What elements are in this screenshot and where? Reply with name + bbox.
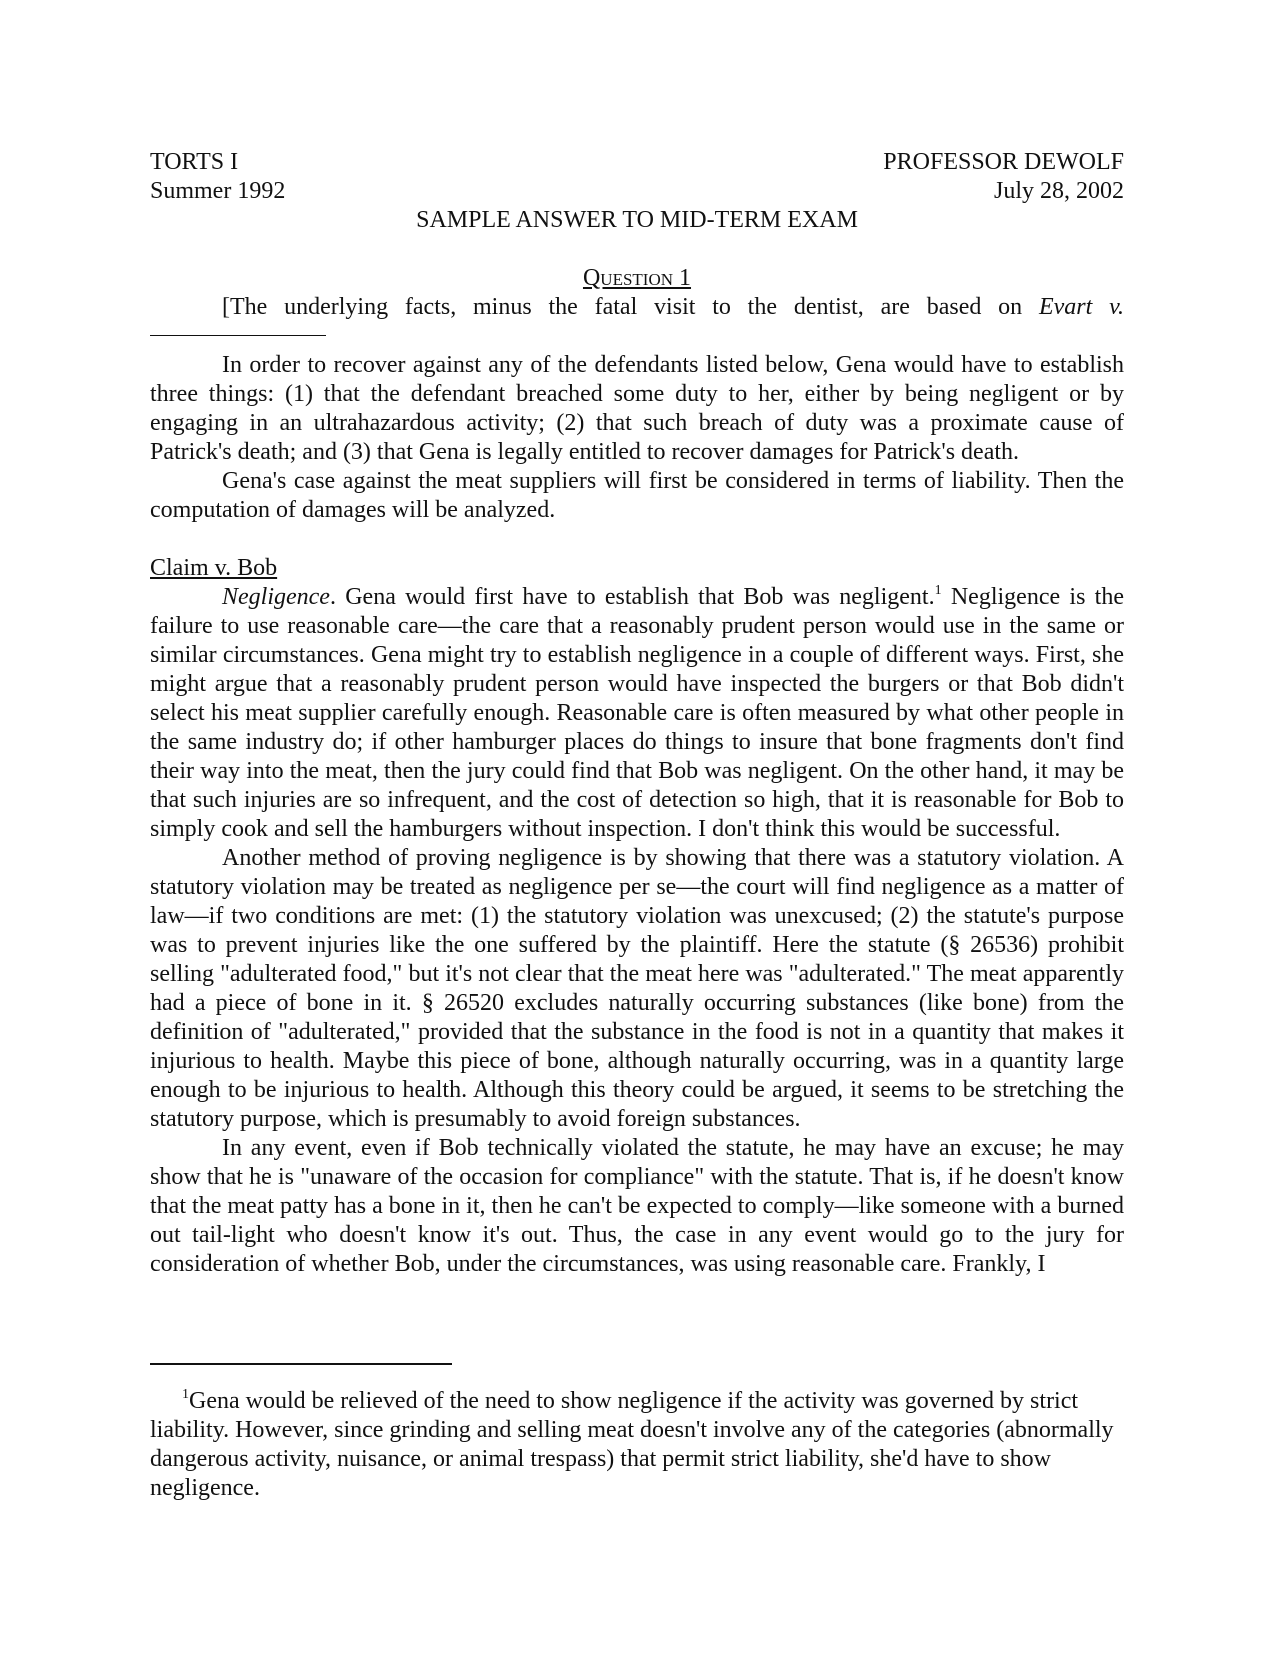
section-heading: Claim v. Bob [150, 555, 278, 581]
paragraph-3-b: Negligence is the failure to use reasonable care—the care that a reasonably prudent person would use in the same or similar circumstances. Gena might try to establish negligence in a couple of different ways. First, she might argue that a reasonably prudent person would have inspected the burgers or that Bob didn't select his meat supplier carefully enough. Reasonable care is often measured by what other people in the same industry do; if other hamburger places do things to insure that bone fragments don't find their way into the meat, then the jury could find that Bob was negligent. On the other hand, it may be that such injuries are so infrequent, and the cost of detection so high, that it is reasonable for Bob to simply cook and sell the hamburgers without inspection. I don't think this would be successful. [150, 584, 1125, 842]
professor-name: PROFESSOR DEWOLF [883, 149, 1124, 175]
term: Summer 1992 [150, 178, 286, 204]
header-row-1 [150, 148, 1124, 177]
footnote-text: Gena would be relieved of the need to show negligence if the activity was governed by strict liability. However, since grinding and selling meat doesn't involve any of the categories (abnormally dangerous activity, nuisance, or animal trespass) that permit strict liability, she'd have to show negligence. [150, 1388, 1114, 1501]
paragraph-3-a: . Gena would first have to establish that Bob was negligent. [329, 584, 935, 610]
paragraph-5: In any event, even if Bob technically violated the statute, he may have an excuse; he may show that he is "unaware of the occasion for compliance" with the statute. That is, if he doesn't know that the meat patty has a bone in it, then he can't be expected to comply—like someone with a burned out tail-light who doesn't know it's out. Thus, the case in any event would go to the jury for consideration of whether Bob, under the circumstances, was using reasonable care. Frankly, I [150, 1135, 1124, 1277]
question-intro [150, 293, 1124, 322]
footnote-text-block [150, 1387, 1124, 1503]
paragraph-1: In order to recover against any of the defendants listed below, Gena would have to establish three things: (1) that the defendant breached some duty to her, either by being negligent or by engaging in an ultrahazardous activity; (2) that such breach of duty was a proximate cause of Patrick's death; and (3) that Gena is legally entitled to recover damages for Patrick's death. [150, 352, 1124, 465]
document-title: SAMPLE ANSWER TO MID-TERM EXAM [416, 207, 858, 233]
footnote-separator [150, 1363, 452, 1365]
course-name: TORTS I [150, 149, 239, 175]
header-row-2 [150, 177, 1124, 206]
paragraph-3 [150, 583, 1124, 844]
document-date: July 28, 2002 [993, 178, 1124, 204]
paragraph-2: Gena's case against the meat suppliers will first be considered in terms of liability. Then the computation of damages will be analyzed. [150, 468, 1124, 523]
question-intro-lead: [The underlying facts, minus the fatal visit to the dentist, are based on [222, 294, 1039, 320]
question-heading-text: Question 1 [582, 265, 692, 291]
paragraph-4: Another method of proving negligence is by showing that there was a statutory violation. A statutory violation may be treated as negligence per se—the court will find negligence as a matter of law—if two conditions are met: (1) the statutory violation was unexcused; (2) the statute's purpose was to prevent injuries like the one suffered by the plaintiff. Here the statute (§ 26536) prohibit selling "adulterated food," but it's not clear that the meat here was "adulterated." The meat apparently had a piece of bone in it. § 26520 excludes naturally occurring substances (like bone) from the definition of "adulterated," provided that the substance in the food is not in a quantity that makes it injurious to health. Maybe this piece of bone, although naturally occurring, was in a quantity large enough to be injurious to health. Although this theory could be argued, it seems to be stretching the statutory purpose, which is presumably to avoid foreign substances. [150, 845, 1124, 1132]
footnote-reference[interactable]: 1 [934, 583, 942, 598]
page-break-rule [150, 335, 326, 336]
question-intro-case: Evart v. [1038, 294, 1124, 320]
footnote [150, 1387, 1124, 1503]
question-heading [150, 264, 1124, 293]
negligence-lead: Negligence [222, 584, 330, 610]
footnote-marker: 1 [182, 1387, 189, 1402]
document-page [150, 148, 1124, 1279]
